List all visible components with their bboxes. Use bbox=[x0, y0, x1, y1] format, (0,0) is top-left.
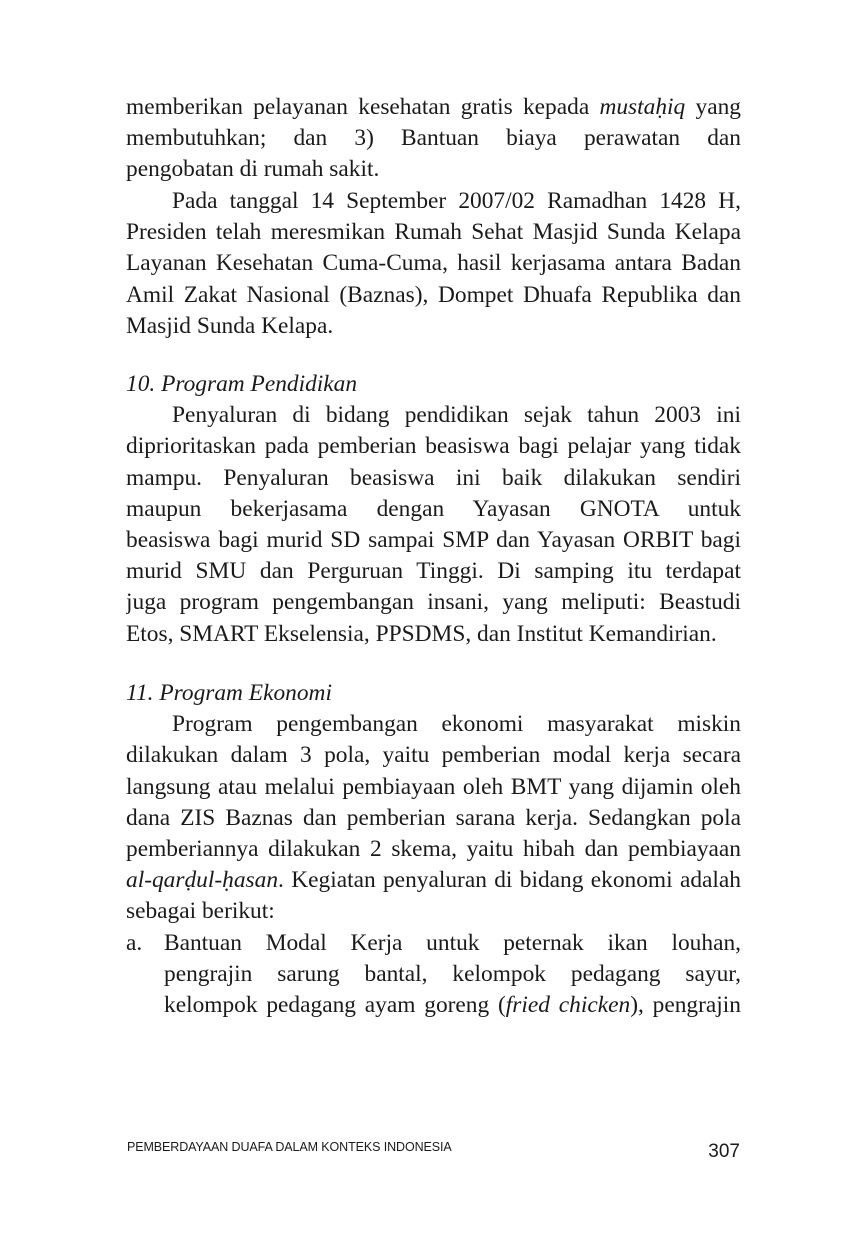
text-line: membutuhkan; dan 3) Bantuan biaya perawatan dan bbox=[126, 125, 741, 152]
list-marker: a. bbox=[126, 929, 143, 956]
text-line: Penyaluran di bidang pendidikan sejak tahun 2003 ini bbox=[172, 402, 741, 429]
text-line: Amil Zakat Nasional (Baznas), Dompet Dhuafa Republika dan bbox=[126, 281, 741, 308]
text-line: diprioritaskan pada pemberian beasiswa bagi pelajar yang tidak bbox=[126, 433, 741, 460]
running-footer-title: PEMBERDAYAAN DUAFA DALAM KONTEKS INDONESIA bbox=[127, 1140, 452, 1154]
text-line: sebagai berikut: bbox=[126, 898, 275, 925]
list-item-line: a. Bantuan Modal Kerja untuk peternak ikan louhan, bbox=[126, 928, 741, 959]
text-line: juga program pengembangan insani, yang meliputi: Beastudi bbox=[126, 589, 741, 616]
section-heading: 10. Program Pendidikan bbox=[126, 371, 358, 397]
text-line: Presiden telah meresmikan Rumah Sehat Masjid Sunda Kelapa bbox=[126, 219, 741, 246]
text-line: dilakukan dalam 3 pola, yaitu pemberian modal kerja secara bbox=[126, 742, 741, 769]
paragraph-inauguration bbox=[126, 186, 741, 342]
text-line: memberikan pelayanan kesehatan gratis kepada mustaḥiq yang bbox=[126, 94, 741, 120]
text-line: al-qarḍul-ḥasan. Kegiatan penyaluran di bidang ekonomi adalah bbox=[126, 867, 741, 894]
text-line: Masjid Sunda Kelapa. bbox=[126, 312, 334, 339]
section-education bbox=[126, 369, 741, 650]
text-line: beasiswa bagi murid SD sampai SMP dan Yayasan ORBIT bagi bbox=[126, 526, 741, 553]
text-line: Etos, SMART Ekselensia, PPSDMS, dan Institut Kemandirian. bbox=[126, 620, 717, 647]
list-item bbox=[126, 928, 741, 1022]
italic-term: fried chicken bbox=[505, 991, 631, 1018]
text-line: Pada tanggal 14 September 2007/02 Ramadhan 1428 H, bbox=[172, 188, 741, 214]
text-line: pengobatan di rumah sakit. bbox=[126, 156, 380, 183]
section-economy bbox=[126, 678, 741, 1021]
text-line: Layanan Kesehatan Cuma-Cuma, hasil kerjasama antara Badan bbox=[126, 250, 741, 277]
page-number: 307 bbox=[708, 1141, 740, 1162]
text-line: mampu. Penyaluran beasiswa ini baik dilakukan sendiri bbox=[126, 464, 741, 491]
text-line: murid SMU dan Perguruan Tinggi. Di samping itu terdapat bbox=[126, 558, 741, 585]
italic-term: mustaḥiq bbox=[599, 94, 686, 120]
text-line: pemberiannya dilakukan 2 skema, yaitu hibah dan pembiayaan bbox=[126, 835, 741, 862]
list-item-line: pengrajin sarung bantal, kelompok pedagang sayur, bbox=[164, 960, 741, 987]
text-line: dana ZIS Baznas dan pemberian sarana kerja. Sedangkan pola bbox=[126, 804, 741, 831]
paragraph-continuation bbox=[126, 92, 741, 186]
list-item-line: kelompok pedagang ayam goreng (fried chicken), pengrajin bbox=[164, 991, 741, 1018]
text-line: langsung atau melalui pembiayaan oleh BMT yang dijamin oleh bbox=[126, 773, 741, 800]
section-heading: 11. Program Ekonomi bbox=[126, 680, 332, 706]
text-line: maupun bekerjasama dengan Yayasan GNOTA untuk bbox=[126, 495, 741, 522]
italic-term: al-qarḍul-ḥasan bbox=[126, 867, 279, 894]
text-line: Program pengembangan ekonomi masyarakat miskin bbox=[172, 711, 741, 738]
